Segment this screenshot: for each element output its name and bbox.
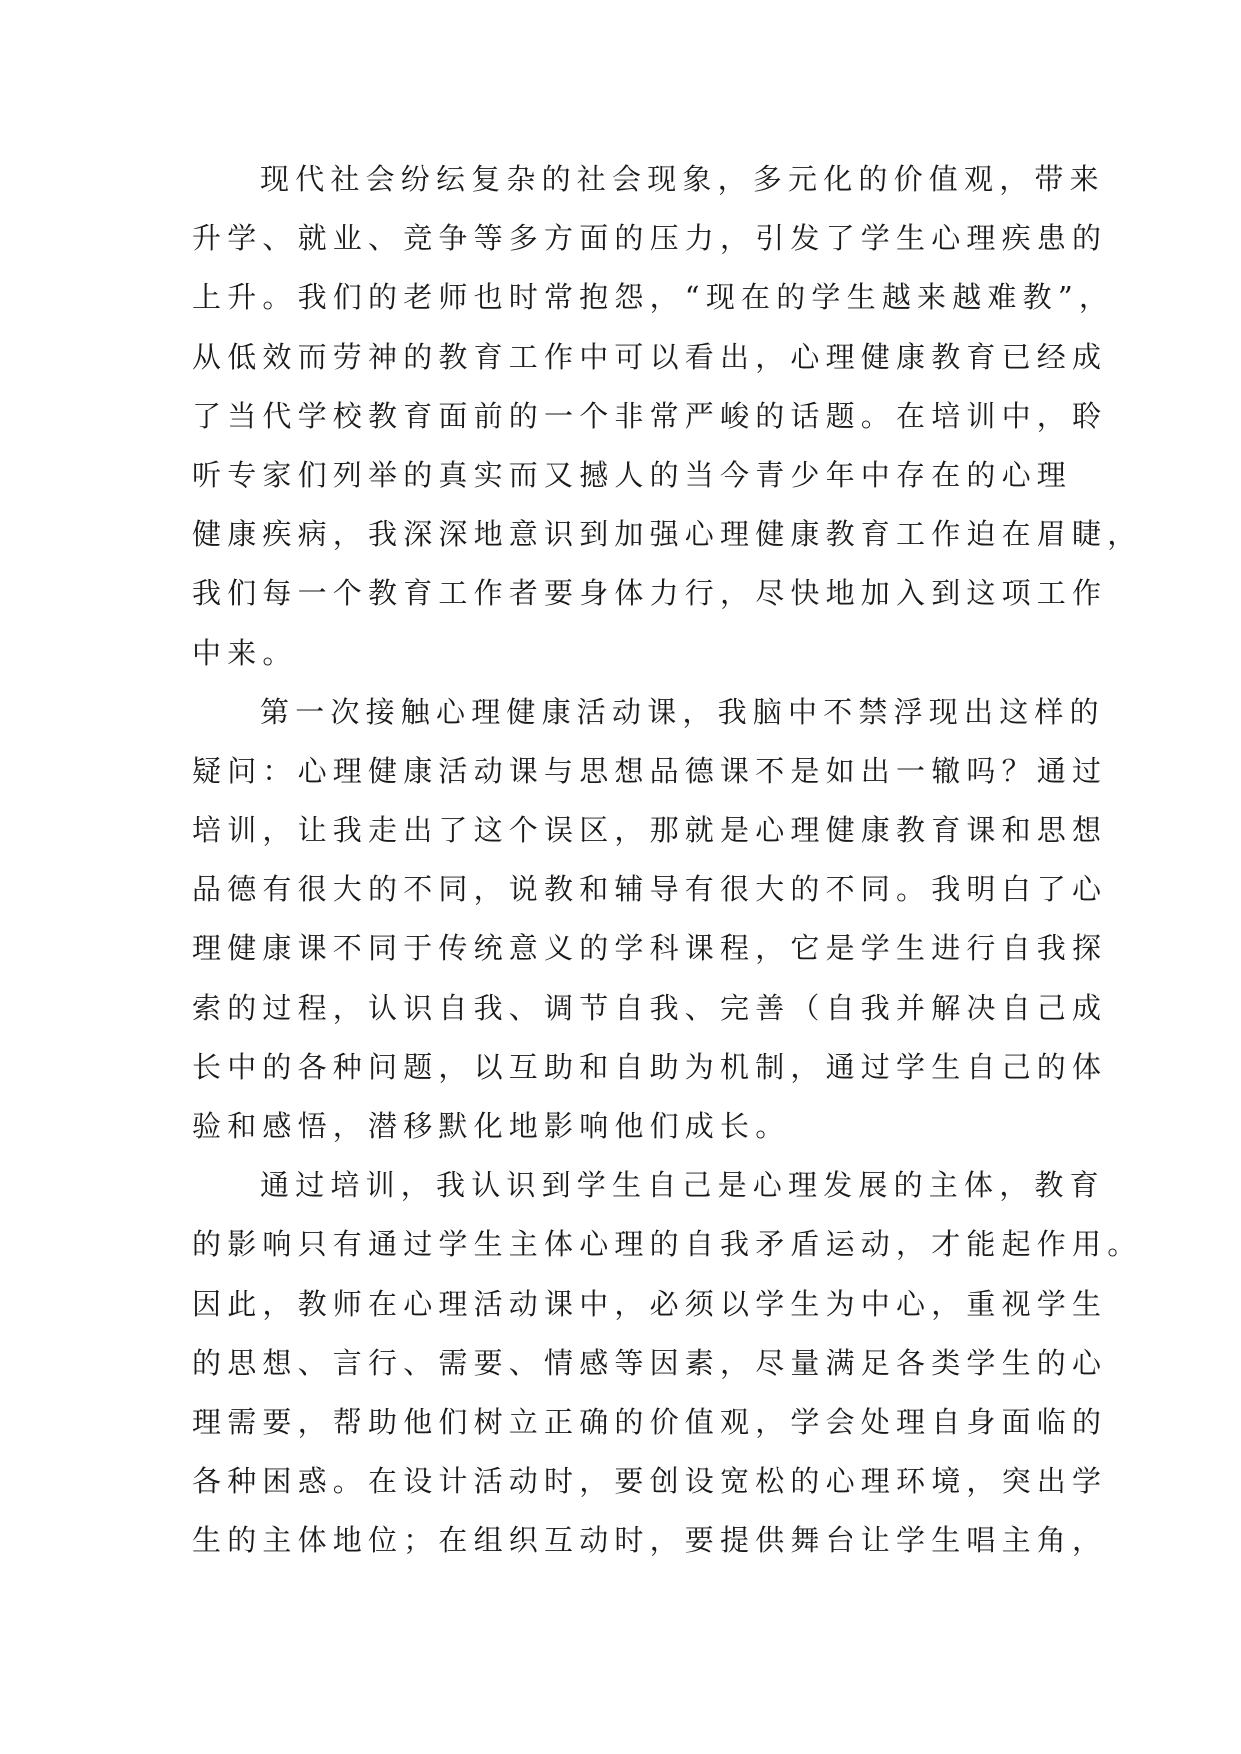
paragraph-1 <box>192 150 1143 683</box>
text-line: 的思想、言行、需要、情感等因素，尽量满足各类学生的心 <box>192 1345 1108 1380</box>
text-line: 理需要，帮助他们树立正确的价值观，学会处理自身面临的 <box>192 1404 1108 1439</box>
document-body <box>192 150 1143 1571</box>
text-line: 疑问：心理健康活动课与思想品德课不是如出一辙吗？通过 <box>192 753 1108 788</box>
text-line: 因此，教师在心理活动课中，必须以学生为中心，重视学生 <box>192 1286 1108 1321</box>
text-line: 索的过程，认识自我、调节自我、完善（自我并解决自己成 <box>192 990 1108 1025</box>
text-line: 从低效而劳神的教育工作中可以看出，心理健康教育已经成 <box>192 339 1108 374</box>
text-line: 培训，让我走出了这个误区，那就是心理健康教育课和思想 <box>192 813 1108 848</box>
text-line: 理健康课不同于传统意义的学科课程，它是学生进行自我探 <box>192 931 1108 966</box>
text-line: 上升。我们的老师也时常抱怨，“现在的学生越来越难教”， <box>192 280 1115 315</box>
text-line: 升学、就业、竞争等多方面的压力，引发了学生心理疾患的 <box>192 221 1108 256</box>
paragraph-3 <box>192 1156 1143 1570</box>
text-line: 通过培训，我认识到学生自己是心理发展的主体，教育 <box>260 1168 1105 1203</box>
text-line: 生的主体地位；在组织互动时，要提供舞台让学生唱主角， <box>192 1523 1108 1558</box>
text-line: 我们每一个教育工作者要身体力行，尽快地加入到这项工作 <box>192 576 1108 611</box>
text-line: 验和感悟，潜移默化地影响他们成长。 <box>192 1109 791 1143</box>
text-line: 品德有很大的不同，说教和辅导有很大的不同。我明白了心 <box>192 872 1108 907</box>
text-line: 健康疾病，我深深地意识到加强心理健康教育工作迫在眉睫， <box>192 517 1143 552</box>
text-line: 各种困惑。在设计活动时，要创设宽松的心理环境，突出学 <box>192 1464 1108 1499</box>
text-line: 第一次接触心理健康活动课，我脑中不禁浮现出这样的 <box>260 694 1105 729</box>
text-line: 听专家们列举的真实而又撼人的当今青少年中存在的心理 <box>192 457 1073 492</box>
text-line: 现代社会纷纭复杂的社会现象，多元化的价值观，带来 <box>260 162 1105 196</box>
paragraph-2 <box>192 683 1108 1157</box>
text-line: 中来。 <box>192 635 298 670</box>
text-line: 长中的各种问题，以互助和自助为机制，通过学生自己的体 <box>192 1049 1108 1084</box>
text-line: 了当代学校教育面前的一个非常严峻的话题。在培训中，聆 <box>192 398 1108 433</box>
text-line: 的影响只有通过学生主体心理的自我矛盾运动，才能起作用。 <box>192 1227 1143 1262</box>
